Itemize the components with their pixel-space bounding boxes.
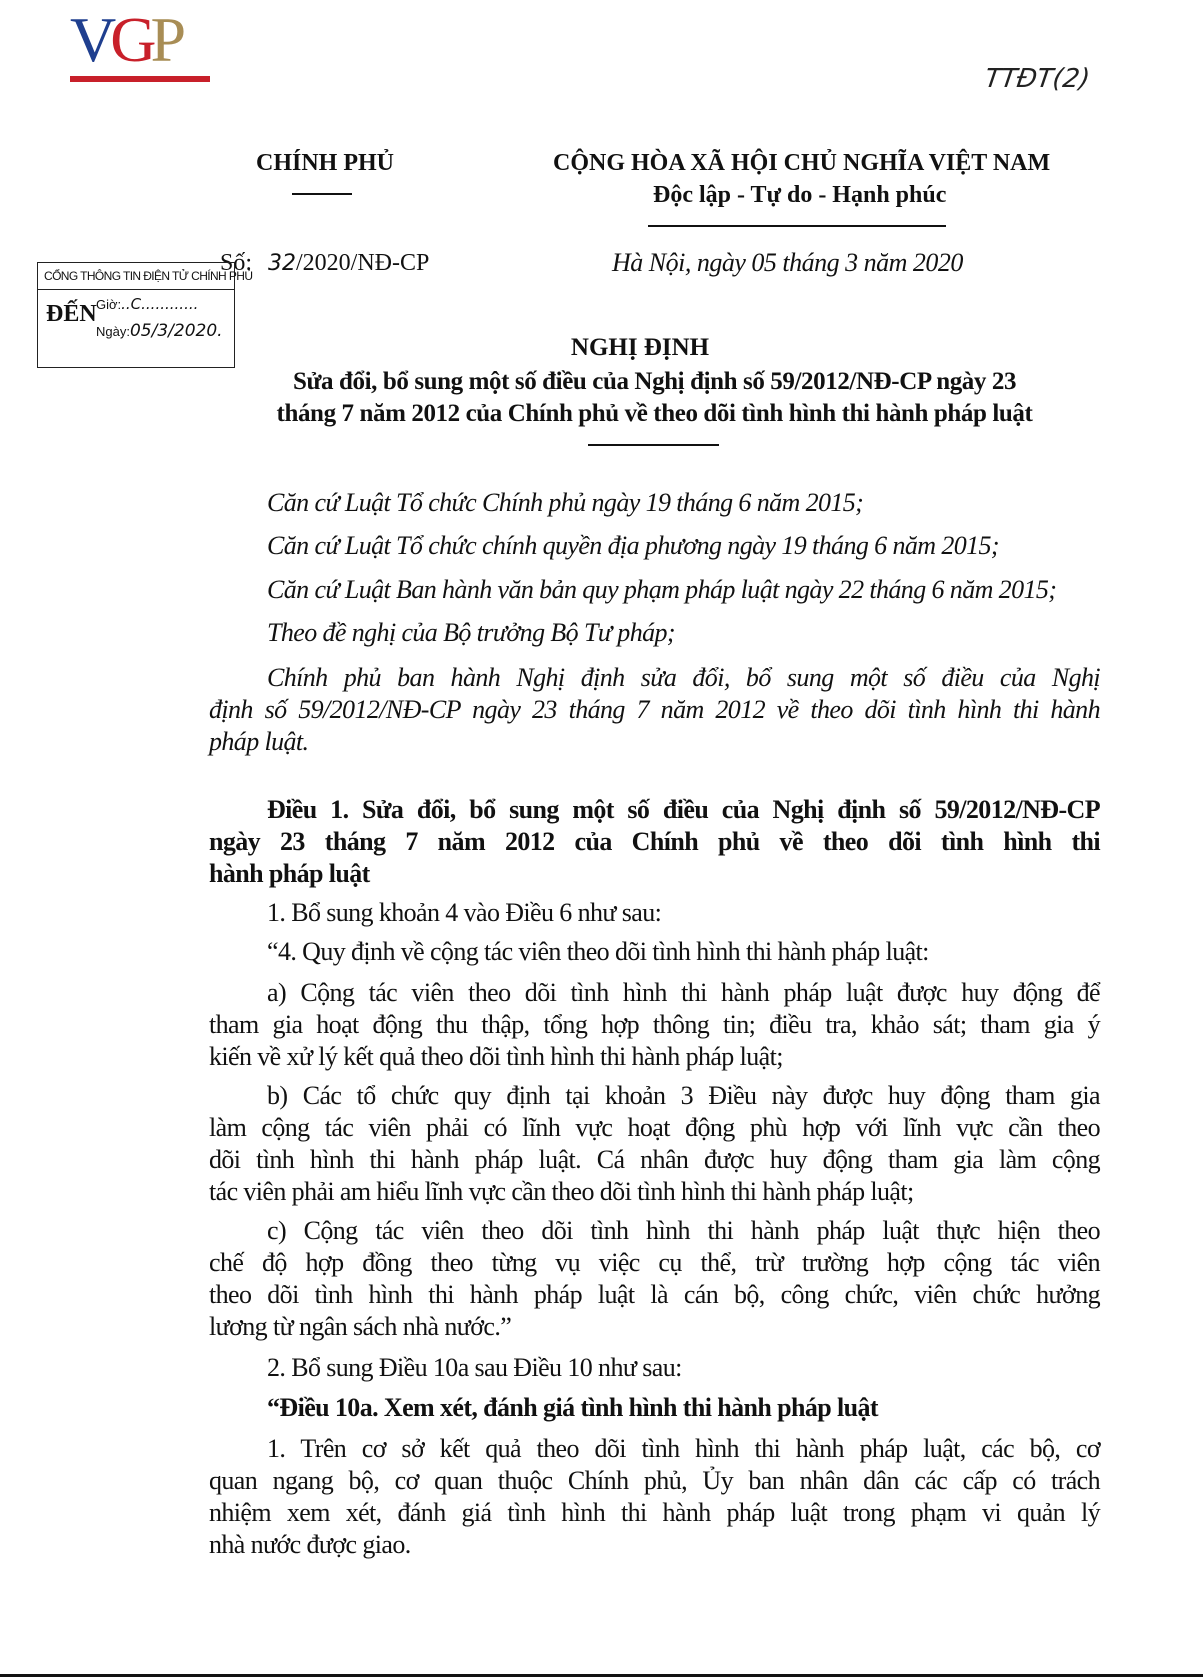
preamble-line: Căn cứ Luật Tổ chức chính quyền địa phương ngày 19 tháng 6 năm 2015;: [267, 531, 999, 560]
preamble-line: pháp luật.: [209, 727, 309, 756]
body-text-line: “4. Quy định về cộng tác viên theo dõi tình hình thi hành pháp luật:: [267, 937, 929, 966]
body-text-line: a) Cộng tác viên theo dõi tình hình thi hành pháp luật được huy động để: [267, 978, 1100, 1007]
body-text-line: b) Các tổ chức quy định tại khoản 3 Điều này được huy động tham gia: [267, 1081, 1100, 1110]
logo-letters: VGP: [70, 4, 181, 75]
stamp-time-value: ..C............: [121, 295, 199, 313]
stamp-time-label: Giờ:: [96, 297, 122, 312]
stamp-den: ĐẾN: [46, 301, 97, 327]
national-title: CỘNG HÒA XÃ HỘI CHỦ NGHĨA VIỆT NAM: [553, 150, 1051, 176]
body-text-line: 1. Bổ sung khoản 4 vào Điều 6 như sau:: [267, 898, 662, 927]
stamp-time: [96, 295, 198, 313]
document-type: NGHỊ ĐỊNH: [570, 334, 710, 361]
issuer-name: CHÍNH PHỦ: [256, 150, 394, 176]
article-heading-line: “Điều 10a. Xem xét, đánh giá tình hình thi hành pháp luật: [267, 1393, 878, 1422]
body-text-line: tác viên phải am hiểu lĩnh vực cần theo dõi tình hình thi hành pháp luật;: [209, 1177, 914, 1206]
body-text-line: kiến về xử lý kết quả theo dõi tình hình thi hành pháp luật;: [209, 1042, 783, 1071]
number-suffix: /2020/NĐ-CP: [296, 250, 430, 276]
stamp-title: CỔNG THÔNG TIN ĐIỆN TỬ CHÍNH PHỦ: [38, 263, 234, 290]
article-heading-line: ngày 23 tháng 7 năm 2012 của Chính phủ về theo dõi tình hình thi: [209, 827, 1100, 856]
number-label: Số:: [220, 250, 253, 276]
number-handwritten: 32: [268, 251, 297, 276]
body-text-line: nhà nước được giao.: [209, 1530, 411, 1559]
preamble-line: Theo đề nghị của Bộ trưởng Bộ Tư pháp;: [267, 618, 675, 647]
preamble-line: Chính phủ ban hành Nghị định sửa đổi, bổ sung một số điều của Nghị: [267, 663, 1100, 692]
body-text-line: dõi tình hình thi hành pháp luật. Cá nhân được huy động tham gia làm cộng: [209, 1145, 1100, 1174]
stamp-date-value: 05/3/2020.: [129, 321, 223, 341]
body-text-line: 1. Trên cơ sở kết quả theo dõi tình hình thi hành pháp luật, các bộ, cơ: [267, 1434, 1100, 1463]
body-text-line: chế độ hợp đồng theo từng vụ việc cụ thể, trừ trường hợp cộng tác viên: [209, 1248, 1100, 1277]
place-date: Hà Nội, ngày 05 tháng 3 năm 2020: [612, 248, 963, 277]
body-text-line: c) Cộng tác viên theo dõi tình hình thi hành pháp luật thực hiện theo: [267, 1216, 1100, 1245]
body-text-line: theo dõi tình hình thi hành pháp luật là cán bộ, công chức, viên chức hưởng: [209, 1280, 1100, 1309]
logo-tagline-bar: [70, 76, 210, 82]
document-subtitle-line: Sửa đổi, bổ sung một số điều của Nghị định số 59/2012/NĐ-CP ngày 23: [292, 368, 1017, 395]
body-text-line: quan ngang bộ, cơ quan thuộc Chính phủ, Ủy ban nhân dân các cấp có trách: [209, 1466, 1100, 1495]
issuer-underline: [292, 193, 352, 195]
body-text-line: nhiệm xem xét, đánh giá tình hình thi hành pháp luật trong phạm vi quản lý: [209, 1498, 1100, 1527]
preamble-line: Căn cứ Luật Ban hành văn bản quy phạm pháp luật ngày 22 tháng 6 năm 2015;: [267, 575, 1057, 604]
article-heading-line: Điều 1. Sửa đổi, bổ sung một số điều của Nghị định số 59/2012/NĐ-CP: [267, 795, 1100, 824]
body-text-line: làm cộng tác viên phải có lĩnh vực hoạt động phù hợp với lĩnh vực cần theo: [209, 1113, 1100, 1142]
preamble-line: Căn cứ Luật Tổ chức Chính phủ ngày 19 tháng 6 năm 2015;: [267, 488, 864, 517]
article-heading-line: hành pháp luật: [209, 859, 370, 888]
handwritten-mark: TTĐT(2): [982, 64, 1092, 94]
motto-underline: [648, 225, 946, 227]
body-text-line: tham gia hoạt động thu thập, tổng hợp thông tin; điều tra, khảo sát; tham gia ý: [209, 1010, 1100, 1039]
body-text-line: lương từ ngân sách nhà nước.”: [209, 1312, 512, 1341]
title-underline: [588, 444, 719, 446]
national-motto: Độc lập - Tự do - Hạnh phúc: [653, 182, 947, 208]
preamble-line: định số 59/2012/NĐ-CP ngày 23 tháng 7 năm 2012 về theo dõi tình hình thi hành: [209, 695, 1100, 724]
stamp-date-label: Ngày:: [96, 324, 130, 339]
document-subtitle-line: tháng 7 năm 2012 của Chính phủ về theo dõi tình hình thi hành pháp luật: [276, 400, 1033, 427]
vgp-logo: [70, 4, 210, 80]
body-text-line: 2. Bổ sung Điều 10a sau Điều 10 như sau:: [267, 1353, 682, 1382]
